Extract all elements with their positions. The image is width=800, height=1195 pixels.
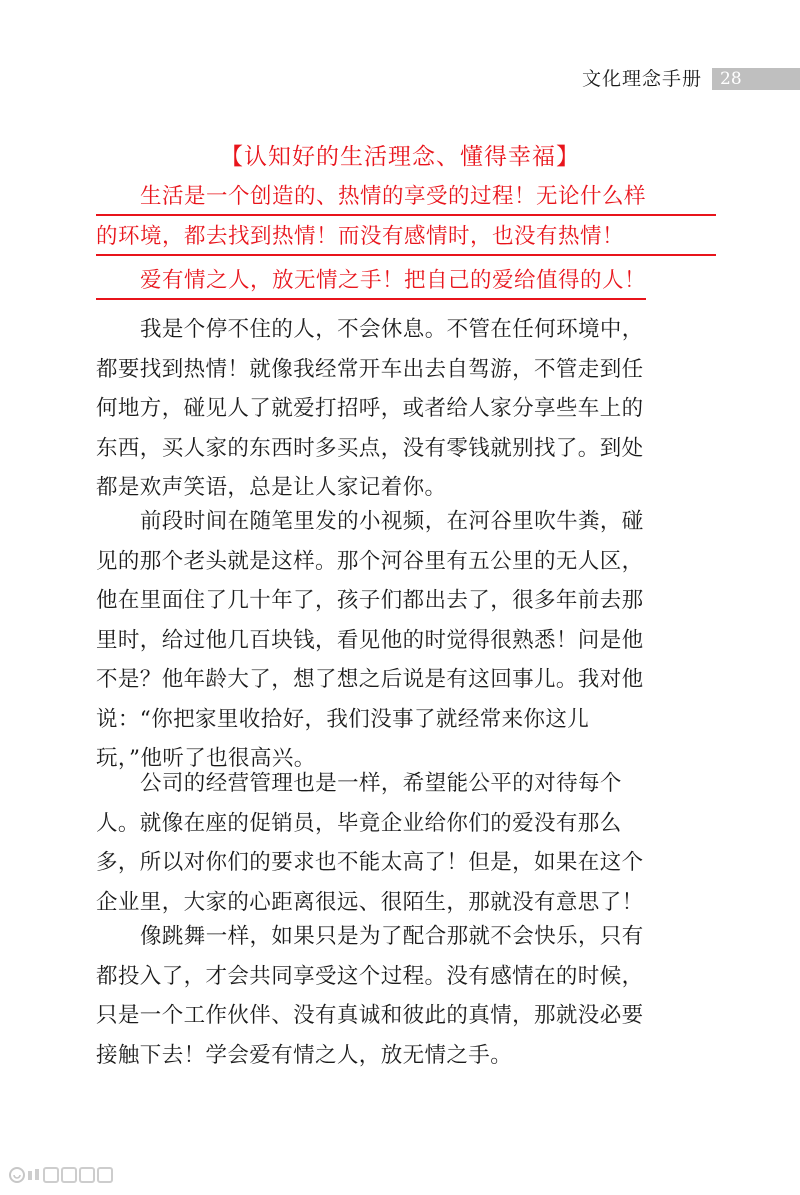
- motto-line: 的环境，都去找到热情！而没有感情时，也没有热情！: [96, 220, 716, 256]
- paragraph-line: 人。就像在座的促销员，毕竟企业给你们的爱没有那么: [96, 810, 622, 836]
- paragraph-line: 只是一个工作伙伴、没有真诚和彼此的真情，那就没必要: [96, 1003, 644, 1028]
- logo-mark-icon: [8, 1165, 116, 1185]
- paragraph-line: 他在里面住了几十年了，孩子们都出去了，很多年前去那: [96, 588, 644, 613]
- paragraph: [96, 917, 708, 1075]
- paragraph: [96, 502, 708, 779]
- paragraph-line: 企业里，大家的心距离很远、很陌生，那就没有意思了！: [96, 889, 644, 915]
- paragraph-line: 何地方，碰见人了就爱打招呼，或者给人家分享些车上的: [96, 396, 644, 421]
- running-header: [582, 64, 800, 94]
- paragraph-line: 都投入了，才会共同享受这个过程。没有感情在的时候，: [96, 963, 644, 989]
- page-number: 28: [712, 68, 800, 90]
- motto-block: [96, 262, 716, 304]
- paragraph-line: 接触下去！学会爱有情之人，放无情之手。: [96, 1042, 513, 1068]
- motto-line: 爱有情之人，放无情之手！把自己的爱给值得的人！: [96, 264, 646, 300]
- motto-block: [96, 180, 716, 260]
- paragraph-line: 见的那个老头就是这样。那个河谷里有五公里的无人区，: [96, 548, 644, 574]
- book-title: 文化理念手册: [581, 68, 702, 90]
- paragraph-line: 像跳舞一样，如果只是为了配合那就不会快乐，只有: [140, 924, 644, 949]
- section-heading: 【认知好的生活理念、懂得幸福】: [220, 144, 580, 170]
- paragraph-line: 都是欢声笑语，总是让人家记着你。: [96, 475, 447, 500]
- paragraph-line: 多，所以对你们的要求也不能太高了！但是，如果在这个: [96, 850, 644, 875]
- paragraph-line: 说：“你把家里收拾好，我们没事了就经常来你这儿: [96, 706, 590, 732]
- paragraph-line: 不是？他年龄大了，想了想之后说是有这回事儿。我对他: [96, 667, 644, 692]
- paragraph-line: 里时，给过他几百块钱，看见他的时觉得很熟悉！问是他: [96, 627, 644, 653]
- paragraph-line: 我是个停不住的人，不会休息。不管在任何环境中，: [140, 317, 644, 342]
- motto-line: 生活是一个创造的、热情的享受的过程！无论什么样: [96, 180, 716, 216]
- paragraph: [96, 764, 708, 922]
- paragraph-line: 公司的经营管理也是一样，希望能公平的对待每个: [140, 771, 622, 796]
- paragraph-line: 都要找到热情！就像我经常开车出去自驾游，不管走到任: [96, 356, 644, 382]
- watermark: [8, 1165, 116, 1185]
- paragraph-line: 前段时间在随笔里发的小视频，在河谷里吹牛粪，碰: [140, 509, 644, 534]
- paragraph: [96, 310, 708, 508]
- paragraph-line: 玩，”他听了也很高兴。: [96, 746, 316, 771]
- paragraph-line: 东西，买人家的东西时多买点，没有零钱就别找了。到处: [96, 435, 644, 461]
